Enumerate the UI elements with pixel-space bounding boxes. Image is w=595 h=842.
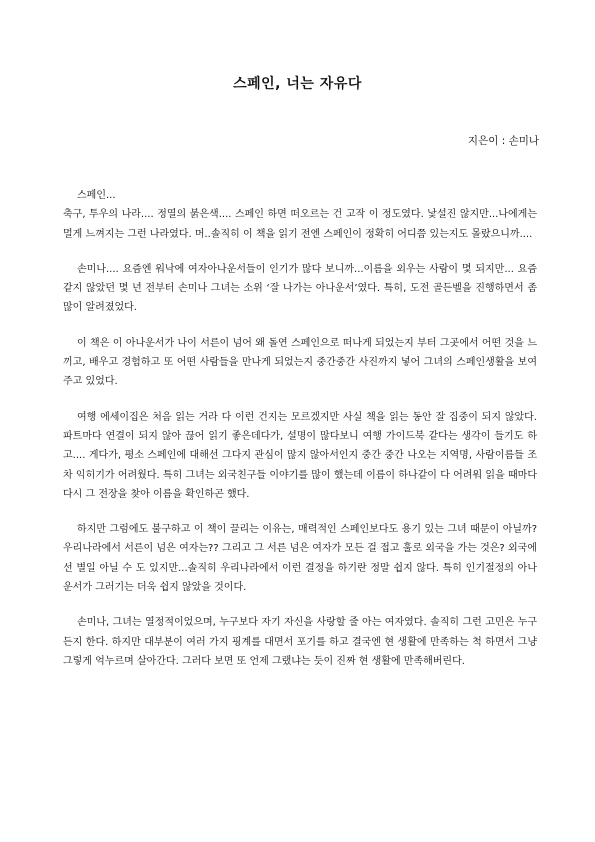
paragraph-1-line-1: 스페인... — [77, 190, 116, 201]
document-title: 스페인, 너는 자유다 — [233, 76, 362, 92]
paragraph-1 — [63, 186, 537, 244]
paragraph-5-text: 하지만 그럼에도 불구하고 이 책이 끌리는 이유는, 매력적인 스페인보다도 용기 있는 그녀 때문이 아닐까? 우리나라에서 서른이 넘은 여자는?? 그리고 그 서른 넘은 여자가 모든 걸 접고 훌로 외국을 가는 것은? 외국에선 별일 아닐 수 도 있지만...솔직히 우리나라에서 이런 결정을 하기란 정말 쉽지 않다. 특히 인기절정의 아나운서가 그러기는 더욱 쉽지 않았을 것이다. — [63, 524, 537, 594]
paragraph-1-line-2: 축구, 투우의 나라.... 정열의 붉은색.... 스페인 하면 떠오르는 건 고작 이 정도였다. 낯설진 않지만...나에게는 멀게 느껴지는 그런 나라였다. 머..솔직히 이 책을 읽기 전엔 스페인이 정확히 어디쯤 있는지도 몰랐으니까.... — [63, 209, 537, 240]
paragraph-6 — [63, 613, 537, 671]
paragraph-6-text: 손미나, 그녀는 열정적이었으며, 누구보다 자기 자신을 사랑할 줄 아는 여자였다. 솔직히 그런 고민은 누구든지 한다. 하지만 대부분이 여러 가지 핑계를 대면서 포기를 하고 결국엔 현 생활에 만족하는 척 하면서 그냥 그렇게 억누르며 살아간다. 그러다 보면 또 언제 그랬냐는 듯이 진짜 현 생활에 만족해버린다. — [63, 617, 537, 667]
paragraph-5 — [63, 520, 537, 597]
paragraph-2-text: 손미나.... 요즘엔 워낙에 여자아나운서들이 인기가 많다 보니까...이름을 외우는 사람이 몇 되지만... 요즘 같지 않았던 몇 년 전부터 손미나 그녀는 소위 ‘잘 나가는 아나운서’였다. 특히, 도전 골든벨을 진행하면서 좀 많이 알려졌었다. — [63, 263, 537, 314]
document-body — [63, 186, 537, 687]
paragraph-4 — [63, 408, 537, 504]
paragraph-3-text: 이 책은 이 아나운서가 나이 서른이 넘어 왜 돌연 스페인으로 떠나게 되었는지 부터 그곳에서 어떤 것을 느끼고, 배우고 경험하고 또 어떤 사람들을 만나게 되었는지 중간중간 사진까지 넣어 그녀의 스페인생활을 보여 주고 있었다. — [63, 337, 537, 388]
author-line: 지은이 : 손미나 — [467, 135, 539, 147]
paragraph-2 — [63, 260, 537, 318]
paragraph-3 — [63, 334, 537, 392]
paragraph-4-text: 여행 에세이집은 처음 읽는 거라 다 이런 건지는 모르겠지만 사실 책을 읽는 동안 잘 집중이 되지 않았다. 파트마다 연결이 되지 않아 끊어 읽기 좋은데다가, 설명이 많다보니 여행 가이드북 같다는 생각이 들기도 하고.... 게다가, 평소 스페인에 대해선 그다지 관심이 많지 않아서인지 중간 중간 나오는 지역명, 사람이름들 조차 익히기가 어려웠다. 특히 그녀는 외국친구들 이야기를 많이 했는데 이름이 하나같이 다 어려워 읽을 때마다 다시 그 전장을 찾아 이름을 확인하곤 했다. — [63, 411, 537, 500]
